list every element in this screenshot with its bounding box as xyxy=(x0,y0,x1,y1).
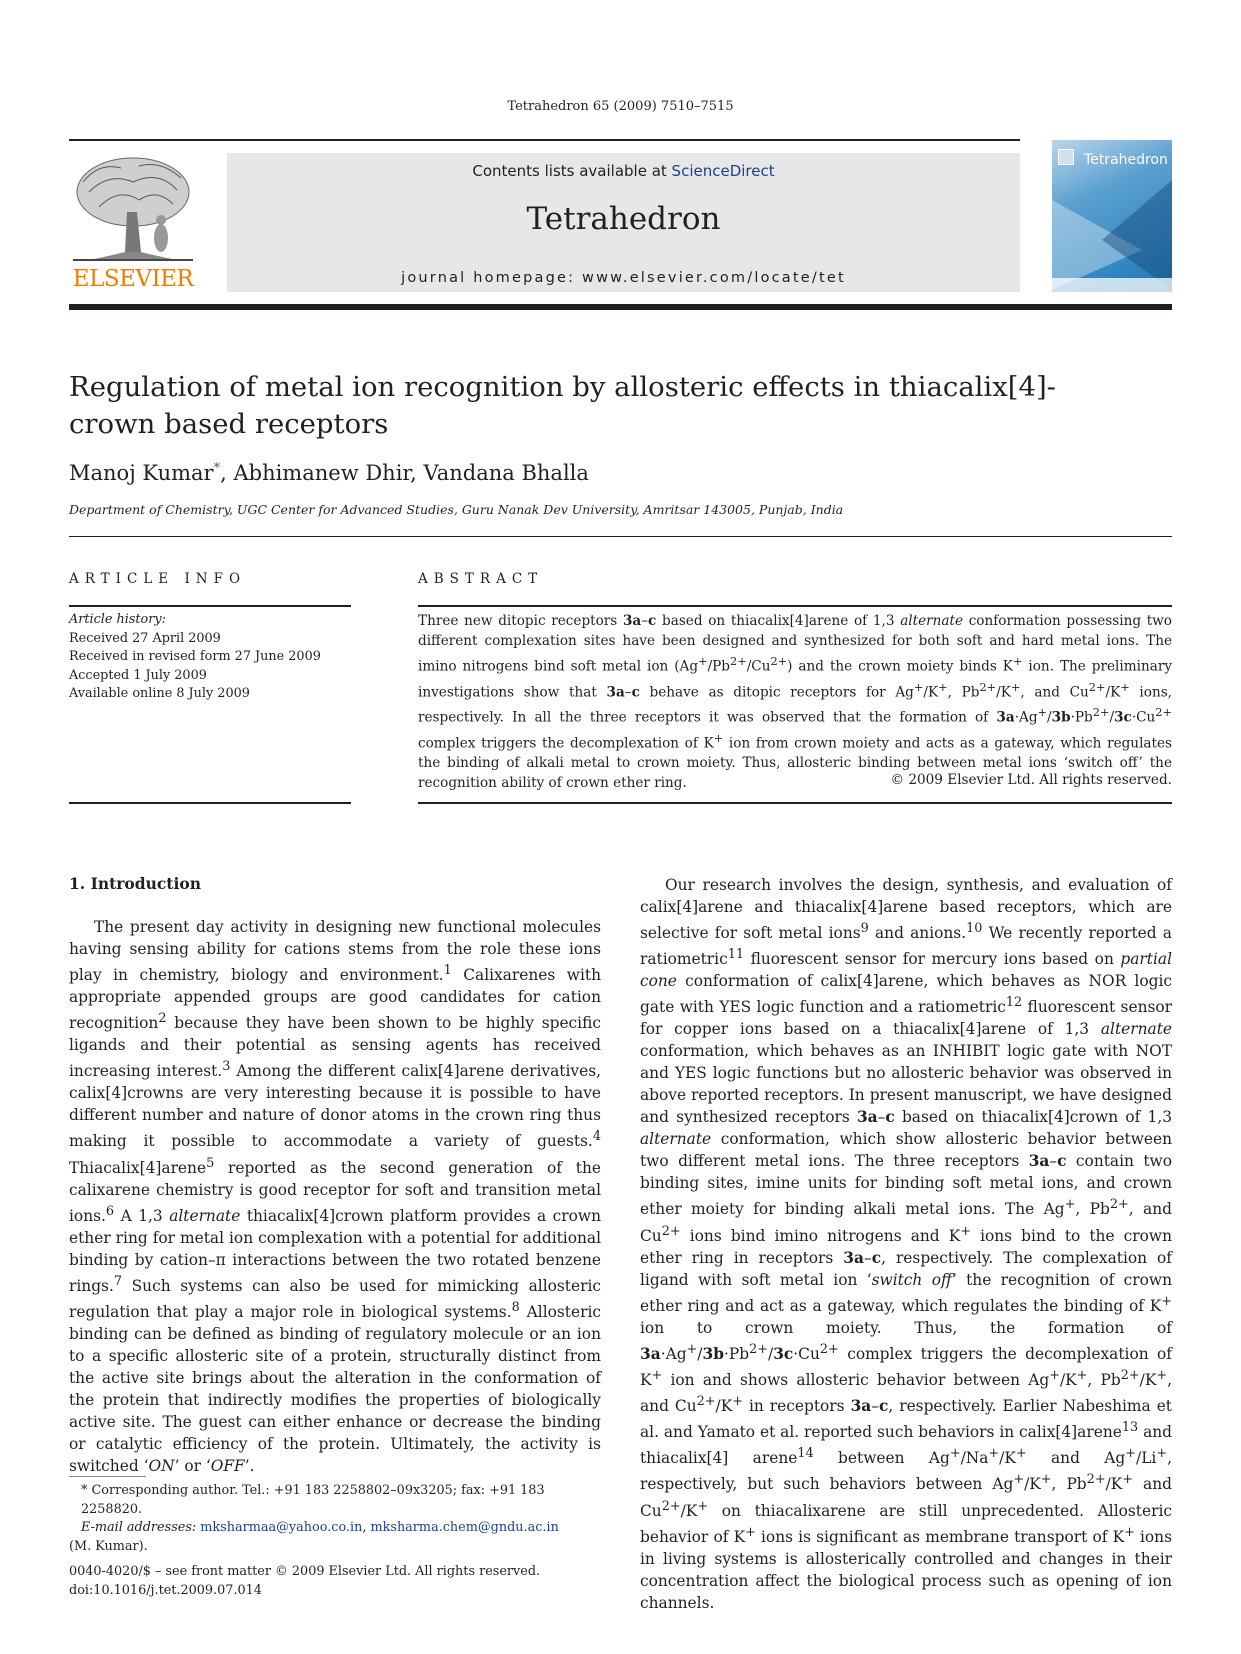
history-item: Received 27 April 2009 xyxy=(69,630,221,646)
front-matter-line: 0040-4020/$ – see front matter © 2009 Elsevier Ltd. All rights reserved. xyxy=(69,1564,541,1579)
footnote-star: * xyxy=(81,1483,88,1498)
author-corresponding: Manoj Kumar xyxy=(69,461,214,485)
journal-citation: Tetrahedron 65 (2009) 7510–7515 xyxy=(507,99,734,114)
header-rule xyxy=(69,139,1020,141)
article-info-heading: ARTICLE INFO xyxy=(69,571,247,587)
affiliation: Department of Chemistry, UGC Center for Advanced Studies, Guru Nanak Dev University, Amritsar 143005, Punjab, India xyxy=(69,502,844,517)
publisher-logo-text: ELSEVIER xyxy=(72,266,194,292)
history-label: Article history: xyxy=(69,612,166,627)
history-item: Available online 8 July 2009 xyxy=(69,686,250,701)
footnote-name: (M. Kumar). xyxy=(69,1538,148,1554)
footnote-contact: Corresponding author. Tel.: +91 183 2258802–09x3205; fax: +91 183 2258820. xyxy=(81,1483,545,1517)
footnote-corresponding xyxy=(69,1482,601,1519)
journal-homepage[interactable]: journal homepage: www.elsevier.com/locate/tet xyxy=(401,270,846,286)
doi[interactable]: doi:10.1016/j.tet.2009.07.014 xyxy=(69,1582,262,1598)
abstract-heading: ABSTRACT xyxy=(418,571,544,587)
history-item: Accepted 1 July 2009 xyxy=(69,667,207,683)
section-heading: 1. Introduction xyxy=(69,874,201,893)
email-link[interactable]: mksharma.chem@gndu.ac.in xyxy=(370,1520,559,1535)
author-others: , Abhimanew Dhir, Vandana Bhalla xyxy=(220,461,589,485)
authors xyxy=(69,461,589,485)
header-thick-rule xyxy=(69,304,1172,310)
affiliation-rule xyxy=(69,536,1172,537)
journal-banner xyxy=(227,153,1020,292)
footnote xyxy=(69,1482,601,1556)
email-link[interactable]: mksharmaa@yahoo.co.in xyxy=(200,1520,363,1535)
paragraph: The present day activity in designing new functional molecules having sensing ability for cations stems from the role these ions play in chemistry, biology and environment.$^1$ Calixarenes with appropriate appended groups are good candidates for cation recognition$^2$ because they have been shown to be highly specific ligands and their potential as sensing agents has received increasing interest.$^3$ Among the different calix[4]arene derivatives, calix[4]crowns are very interesting because it is possible to have different number and nature of donor atoms in the crown ring thus making it possible to accommodate a variety of guests.$^4$ Thiacalix[4]arene$^5$ reported as the second generation of the calixarene chemistry is good receptor for soft and transition metal ions.$^6$ A 1,3 alternate thiacalix[4]crown platform provides a crown ether ring for metal ion complexation with a potential for additional binding by cation–π interactions between the two rotated benzene rings.$^7$ Such systems can also be used for mimicking allosteric regulation that play a major role in biological systems.$^8$ Allosteric binding can be defined as binding of regulatory molecule or an ion to a specific allosteric site of a protein, structurally distinct from the active site brings about the alteration in the conformation of the protein that indirectly modifies the properties of biologically active site. The guest can either enhance or decrease the binding or catalytic efficiency of the protein. Ultimately, the activity is switched ‘ON’ or ‘OFF’. xyxy=(69,918,601,1475)
cover-footer xyxy=(1052,278,1172,292)
cover-title: Tetrahedron xyxy=(1084,152,1168,168)
journal-name: Tetrahedron xyxy=(526,201,721,237)
contents-prefix: Contents lists available at xyxy=(472,162,672,180)
article-title: Regulation of metal ion recognition by allosteric effects in thiacalix[4]-crown based receptors xyxy=(69,371,1056,440)
history-item: Received in revised form 27 June 2009 xyxy=(69,649,321,664)
article-history xyxy=(69,611,321,704)
contents-line xyxy=(227,162,1020,180)
tree-icon xyxy=(69,152,197,264)
body-column-left xyxy=(69,916,601,1477)
abstract-rule-bottom xyxy=(418,802,1172,804)
author-star[interactable]: * xyxy=(213,461,221,476)
footnote-rule xyxy=(69,1476,146,1477)
cover-shape xyxy=(1102,180,1172,290)
info-rule-top xyxy=(69,605,351,607)
elsevier-logo xyxy=(69,152,197,292)
info-rule-bottom xyxy=(69,802,351,804)
body-column-right xyxy=(640,874,1172,1614)
abstract-copyright: © 2009 Elsevier Ltd. All rights reserved. xyxy=(890,772,1172,788)
journal-cover xyxy=(1052,140,1172,292)
sciencedirect-link[interactable]: ScienceDirect xyxy=(671,162,775,180)
front-matter xyxy=(69,1563,540,1600)
abstract-text: Three new ditopic receptors 3a–c based on thiacalix[4]arene of 1,3 alternate conformation possessing two different complexation sites have been designed and synthesized for both soft and hard metal ions. The imino nitrogens bind soft metal ion $(Ag^+/Pb^{2+}/Cu^{2+})$ and the crown moiety binds K+ ion. The preliminary investigations show that 3a–c behave as ditopic receptors for Ag+/K+, $Pb^{2+}/K^+$, and $Cu^{2+}/K^+$ ions, respectively. In all the three receptors it was observed that the formation of $3a\cdot Ag^+/3b\cdot Pb^{2+}/3c\cdot Cu^{2+}$ complex triggers the decomplexation of K+ ion from crown moiety and acts as a gateway, which regulates the binding of alkali metal to crown moiety. Thus, allosteric binding between metal ions ‘switch off’ the recognition ability of crown ether ring. xyxy=(418,613,1173,792)
paragraph: Our research involves the design, synthesis, and evaluation of calix[4]arene and thiacalix[4]arene based receptors, which are selective for soft metal ions$^9$ and anions.$^{10}$ We recently reported a ratiometric$^{11}$ fluorescent sensor for mercury ions based on partial cone conformation of calix[4]arene, which behaves as NOR logic gate with YES logic function and a ratiometric$^{12}$ fluorescent sensor for copper ions based on a thiacalix[4]arene of 1,3 alternate conformation, which behaves as an INHIBIT logic gate with NOT and YES logic functions but no allosteric behavior was observed in above reported receptors. In present manuscript, we have designed and synthesized receptors 3a–c based on thiacalix[4]crown of 1,3 alternate conformation, which show allosteric behavior between two different metal ions. The three receptors 3a–c contain two binding sites, imine units for binding soft metal ions, and crown ether moiety for binding alkali metal ions. The Ag+, $Pb^{2+}$, and $Cu^{2+}$ ions bind imino nitrogens and K+ ions bind to the crown ether ring in receptors 3a–c, respectively. The complexation of ligand with soft metal ion ‘switch off’ the recognition of crown ether ring and act as a gateway, which regulates the binding of K+ ion to crown moiety. Thus, the formation of $3a\cdot Ag^+/3b\cdot Pb^{2+}/3c\cdot Cu^{2+}$ complex triggers the decomplexation of K+ ion and shows allosteric behavior between Ag+/K+, $Pb^{2+}/K^+$, and $Cu^{2+}/K^+$ in receptors 3a–c, respectively. Earlier Nabeshima et al. and Yamato et al. reported such behaviors in calix[4]arene$^{13}$ and thiacalix[4] arene$^{14}$ between Ag+/Na+/K+ and Ag+/Li+, respectively, but such behaviors between Ag+/K+, $Pb^{2+}/K^+$ and $Cu^{2+}/K^+$ on thiacalixarene are still unprecedented. Allosteric behavior of K+ ions is significant as membrane transport of K+ ions in living systems is allosterically controlled and changes in their concentration affect the biological process such as opening of ion channels. xyxy=(640,876,1173,1612)
email-label: E-mail addresses: xyxy=(81,1520,197,1535)
footnote-emails: E-mail addresses: mksharmaa@yahoo.co.in, mksharma.chem@gndu.ac.in xyxy=(81,1520,559,1535)
abstract-rule-top xyxy=(418,605,1172,607)
cover-logo-icon xyxy=(1058,149,1074,165)
